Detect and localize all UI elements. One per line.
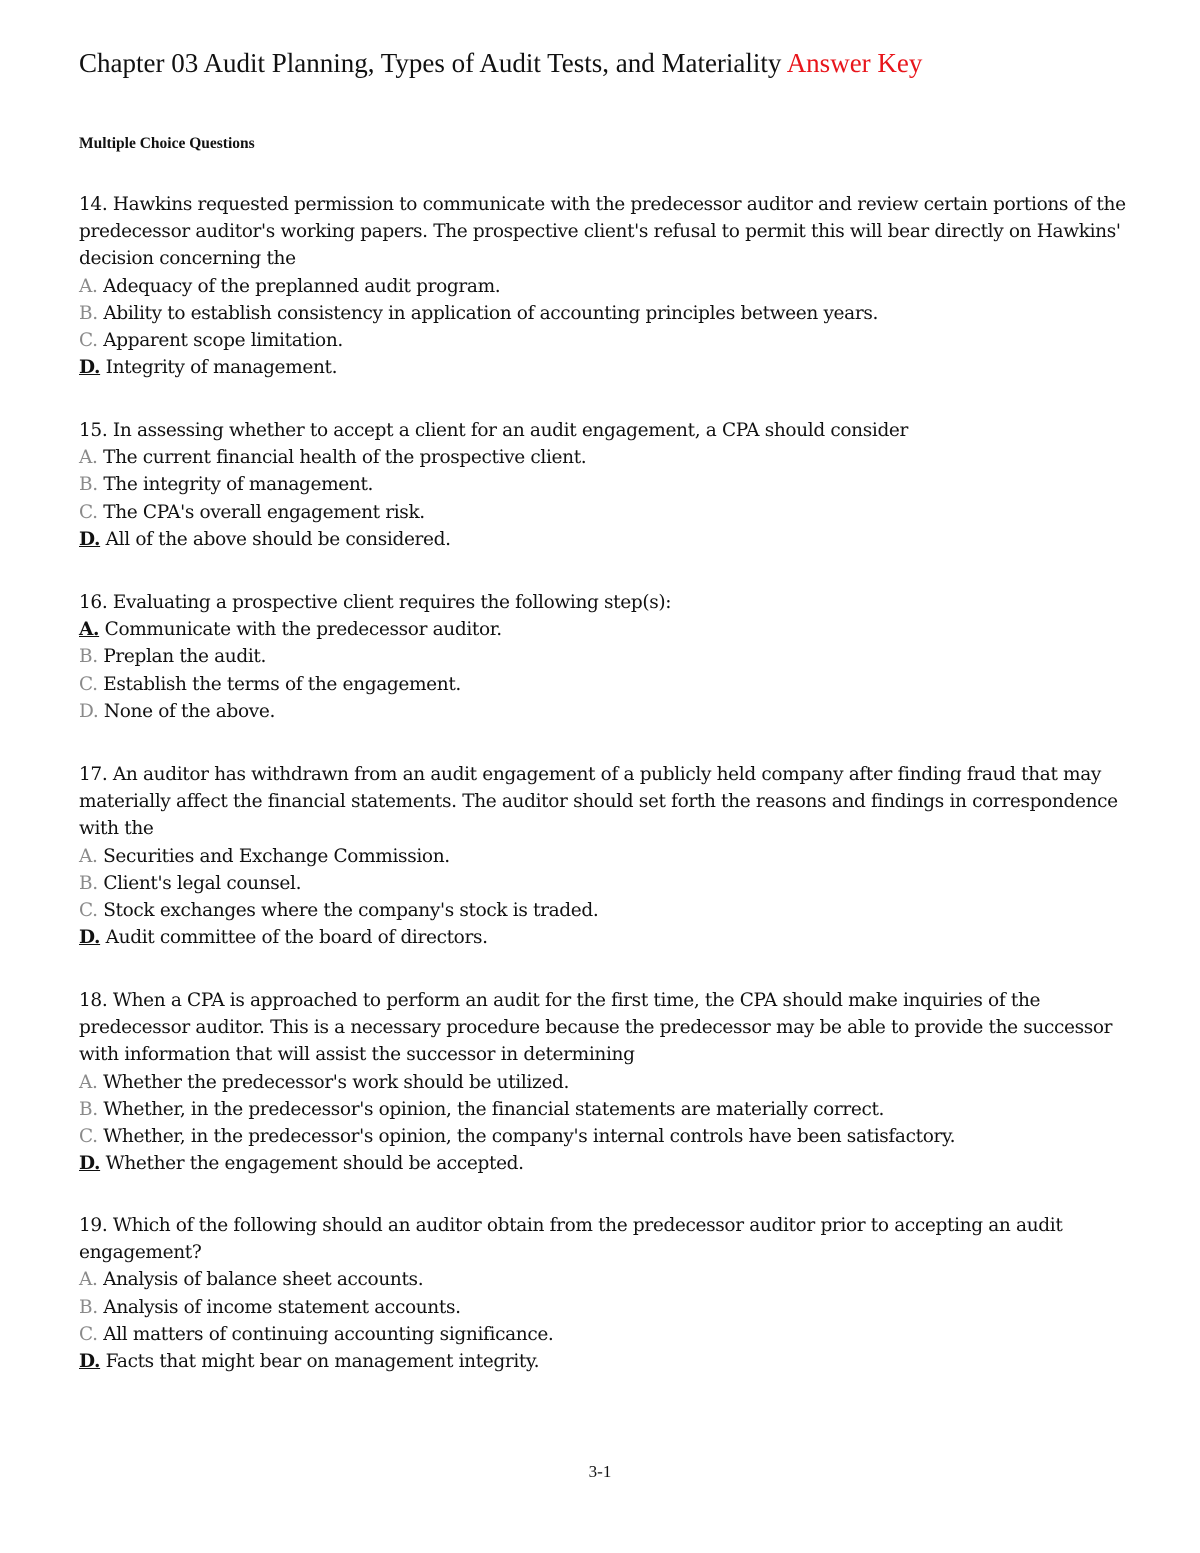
question-19	[79, 1212, 1139, 1375]
correct-answer-letter: D.	[79, 1351, 101, 1373]
option-a	[79, 843, 1139, 870]
question-stem: 18. When a CPA is approached to perform an audit for the first time, the CPA should make inquiries of the predecessor auditor. This is a necessary procedure because the predecessor may be able to provide the successor with information that will assist the successor in determining	[79, 990, 1113, 1066]
section-heading: Multiple Choice Questions	[79, 135, 255, 152]
option-b	[79, 1096, 1139, 1123]
option-letter: B.	[79, 474, 98, 496]
option-d-correct	[79, 526, 1139, 553]
option-c	[79, 327, 1139, 354]
option-text: Establish the terms of the engagement.	[103, 673, 461, 695]
option-text: Whether, in the predecessor's opinion, the company's internal controls have been satisfactory.	[103, 1126, 956, 1148]
option-text: Whether the engagement should be accepted.	[105, 1153, 524, 1175]
option-text: Preplan the audit.	[103, 646, 267, 668]
option-b	[79, 300, 1139, 327]
option-d	[79, 698, 1139, 725]
option-d-correct	[79, 924, 1139, 951]
option-a	[79, 273, 1139, 300]
option-text: Whether, in the predecessor's opinion, the financial statements are materially correct.	[103, 1098, 885, 1120]
option-letter: A.	[79, 275, 98, 297]
option-d-correct	[79, 354, 1139, 381]
option-b	[79, 471, 1139, 498]
option-d-correct	[79, 1348, 1139, 1375]
option-text: Ability to establish consistency in application of accounting principles between years.	[103, 302, 879, 324]
option-text: Communicate with the predecessor auditor.	[104, 619, 502, 641]
option-text: Facts that might bear on management integrity.	[105, 1351, 540, 1373]
option-letter: C.	[79, 330, 98, 352]
option-letter: C.	[79, 673, 98, 695]
option-letter: B.	[79, 302, 98, 324]
option-text: None of the above.	[103, 700, 275, 722]
option-letter: B.	[79, 1098, 98, 1120]
option-c	[79, 1123, 1139, 1150]
option-c	[79, 671, 1139, 698]
question-14	[79, 191, 1139, 381]
question-stem: 17. An auditor has withdrawn from an audit engagement of a publicly held company after finding fraud that may materially affect the financial statements. The auditor should set forth the reasons and findings in correspondence with the	[79, 764, 1118, 840]
option-letter: C.	[79, 501, 98, 523]
question-stem: 19. Which of the following should an auditor obtain from the predecessor auditor prior to accepting an audit engagement?	[79, 1215, 1063, 1264]
option-b	[79, 643, 1139, 670]
option-text: All matters of continuing accounting significance.	[103, 1323, 554, 1345]
option-letter: C.	[79, 1323, 98, 1345]
correct-answer-letter: D.	[79, 1153, 101, 1175]
question-stem: 14. Hawkins requested permission to communicate with the predecessor auditor and review certain portions of the predecessor auditor's working papers. The prospective client's refusal to permit this will bear directly on Hawkins' decision concerning the	[79, 194, 1126, 270]
option-b	[79, 870, 1139, 897]
option-text: Whether the predecessor's work should be utilized.	[103, 1071, 570, 1093]
option-text: Analysis of income statement accounts.	[103, 1296, 461, 1318]
option-text: Apparent scope limitation.	[103, 330, 343, 352]
option-text: Securities and Exchange Commission.	[103, 845, 450, 867]
option-letter: A.	[79, 1269, 98, 1291]
option-letter: B.	[79, 646, 98, 668]
option-text: The integrity of management.	[103, 474, 374, 496]
option-c	[79, 499, 1139, 526]
option-letter: B.	[79, 1296, 98, 1318]
option-text: Audit committee of the board of directors.	[105, 927, 488, 949]
correct-answer-letter: A.	[79, 619, 100, 641]
option-b	[79, 1294, 1139, 1321]
option-a	[79, 444, 1139, 471]
option-letter: C.	[79, 1126, 98, 1148]
option-text: The CPA's overall engagement risk.	[103, 501, 425, 523]
option-letter: A.	[79, 845, 98, 867]
page-title	[79, 46, 1139, 80]
page-number: 3-1	[588, 1462, 612, 1481]
option-text: Stock exchanges where the company's stock is traded.	[103, 900, 599, 922]
option-text: The current financial health of the prospective client.	[103, 447, 587, 469]
option-d-correct	[79, 1150, 1139, 1177]
option-text: Adequacy of the preplanned audit program.	[103, 275, 501, 297]
option-a	[79, 1069, 1139, 1096]
title-answer-key: Answer Key	[786, 48, 923, 78]
option-c	[79, 897, 1139, 924]
option-text: Analysis of balance sheet accounts.	[103, 1269, 424, 1291]
question-18	[79, 987, 1139, 1177]
option-letter: A.	[79, 447, 98, 469]
question-stem: 15. In assessing whether to accept a client for an audit engagement, a CPA should consider	[79, 420, 909, 441]
option-letter: A.	[79, 1071, 98, 1093]
option-letter: D.	[79, 700, 99, 722]
question-15	[79, 417, 1139, 553]
option-text: Client's legal counsel.	[103, 872, 302, 894]
question-16	[79, 589, 1139, 725]
option-text: All of the above should be considered.	[105, 528, 451, 550]
option-a-correct	[79, 616, 1139, 643]
option-text: Integrity of management.	[105, 357, 338, 379]
correct-answer-letter: D.	[79, 357, 101, 379]
question-17	[79, 761, 1139, 951]
option-letter: C.	[79, 900, 98, 922]
option-c	[79, 1321, 1139, 1348]
correct-answer-letter: D.	[79, 927, 101, 949]
option-a	[79, 1266, 1139, 1293]
question-stem: 16. Evaluating a prospective client requires the following step(s):	[79, 592, 672, 613]
title-main: Chapter 03 Audit Planning, Types of Audit Tests, and Materiality	[79, 48, 782, 78]
correct-answer-letter: D.	[79, 528, 101, 550]
option-letter: B.	[79, 872, 98, 894]
